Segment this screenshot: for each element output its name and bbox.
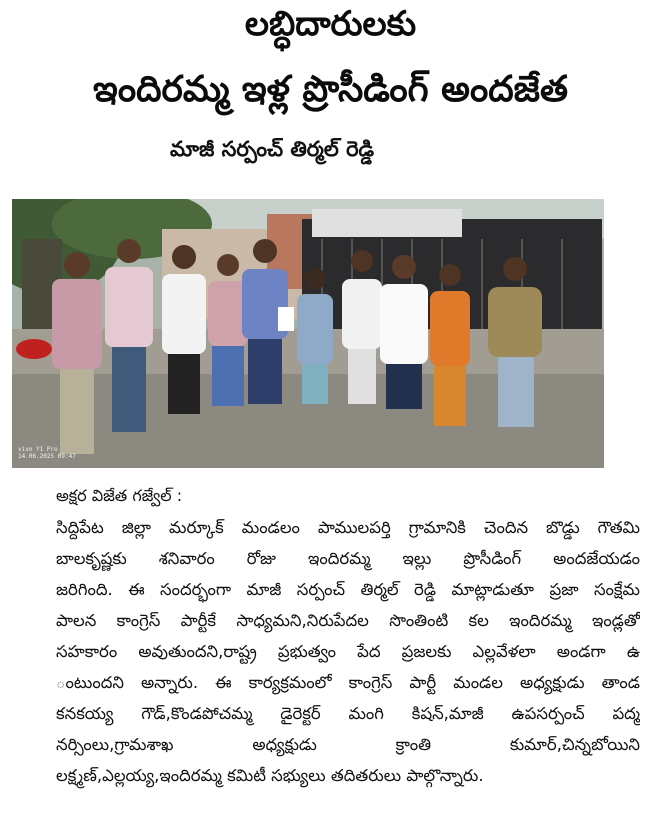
body-line: నర్సింలు,గ్రామశాఖ అధ్యక్షుడు క్రాంతి కుమార్,చిన్నబోయిని xyxy=(56,735,640,754)
body-line: లక్ష్మణ్,ఎల్లయ్య,ఇందిరమ్మ కమిటీ సభ్యులు తదితరులు పాల్గొన్నారు. xyxy=(56,766,484,785)
headline-line-1: లబ్ధిదారులకు xyxy=(244,4,417,44)
subheadline: మాజీ సర్పంచ్ తిర్మల్ రెడ్డి xyxy=(170,137,375,161)
dateline: అక్షర విజేత గజ్వేల్ : xyxy=(56,486,183,505)
body-line: పాలన కాంగ్రెస్ పార్టీకే సాధ్యమని,నిరుపేదల సొంతింటి కల ఇందిరమ్మ ఇండ్లతో xyxy=(56,611,640,630)
camera-timestamp: vivo Y1 Pro 14.06.2025 09:47 xyxy=(18,446,76,460)
article-body xyxy=(56,512,640,791)
body-line: బాలకృష్ణకు శనివారం రోజు ఇందిరమ్మ ఇల్లు ప్రొసీడింగ్ అందజేయడం xyxy=(56,549,640,568)
group-photo-illustration xyxy=(12,199,604,468)
headline-line-2: ఇందిరమ్మ ఇళ్ల ప్రొసీడింగ్ అందజేత xyxy=(93,69,568,110)
news-photo xyxy=(12,199,604,468)
body-line: కనకయ్య గౌడ్,కొండపోచమ్మ డైరెక్టర్ మంగి కిషన్,మాజీ ఉపసర్పంచ్ పద్మ xyxy=(56,704,640,723)
body-line: సహకారం అవుతుందని,రాష్ట్ర ప్రభుత్వం పేద ప్రజలకు ఎల్లవేళలా అండగా ఉ xyxy=(56,642,640,661)
body-line: జరిగింది. ఈ సందర్భంగా మాజీ సర్పంచ్ తిర్మల్ రెడ్డి మాట్లాడుతూ ప్రజా సంక్షేమ xyxy=(56,580,640,599)
body-line: సిద్దిపేట జిల్లా మర్కూక్ మండలం పాములపర్తి గ్రామానికి చెందిన బొడ్డు గౌతమి xyxy=(56,518,640,537)
body-line: ంటుందని అన్నారు. ఈ కార్యక్రమంలో కాంగ్రెస్ పార్టీ మండల అధ్యక్షుడు తాండ xyxy=(56,673,640,692)
